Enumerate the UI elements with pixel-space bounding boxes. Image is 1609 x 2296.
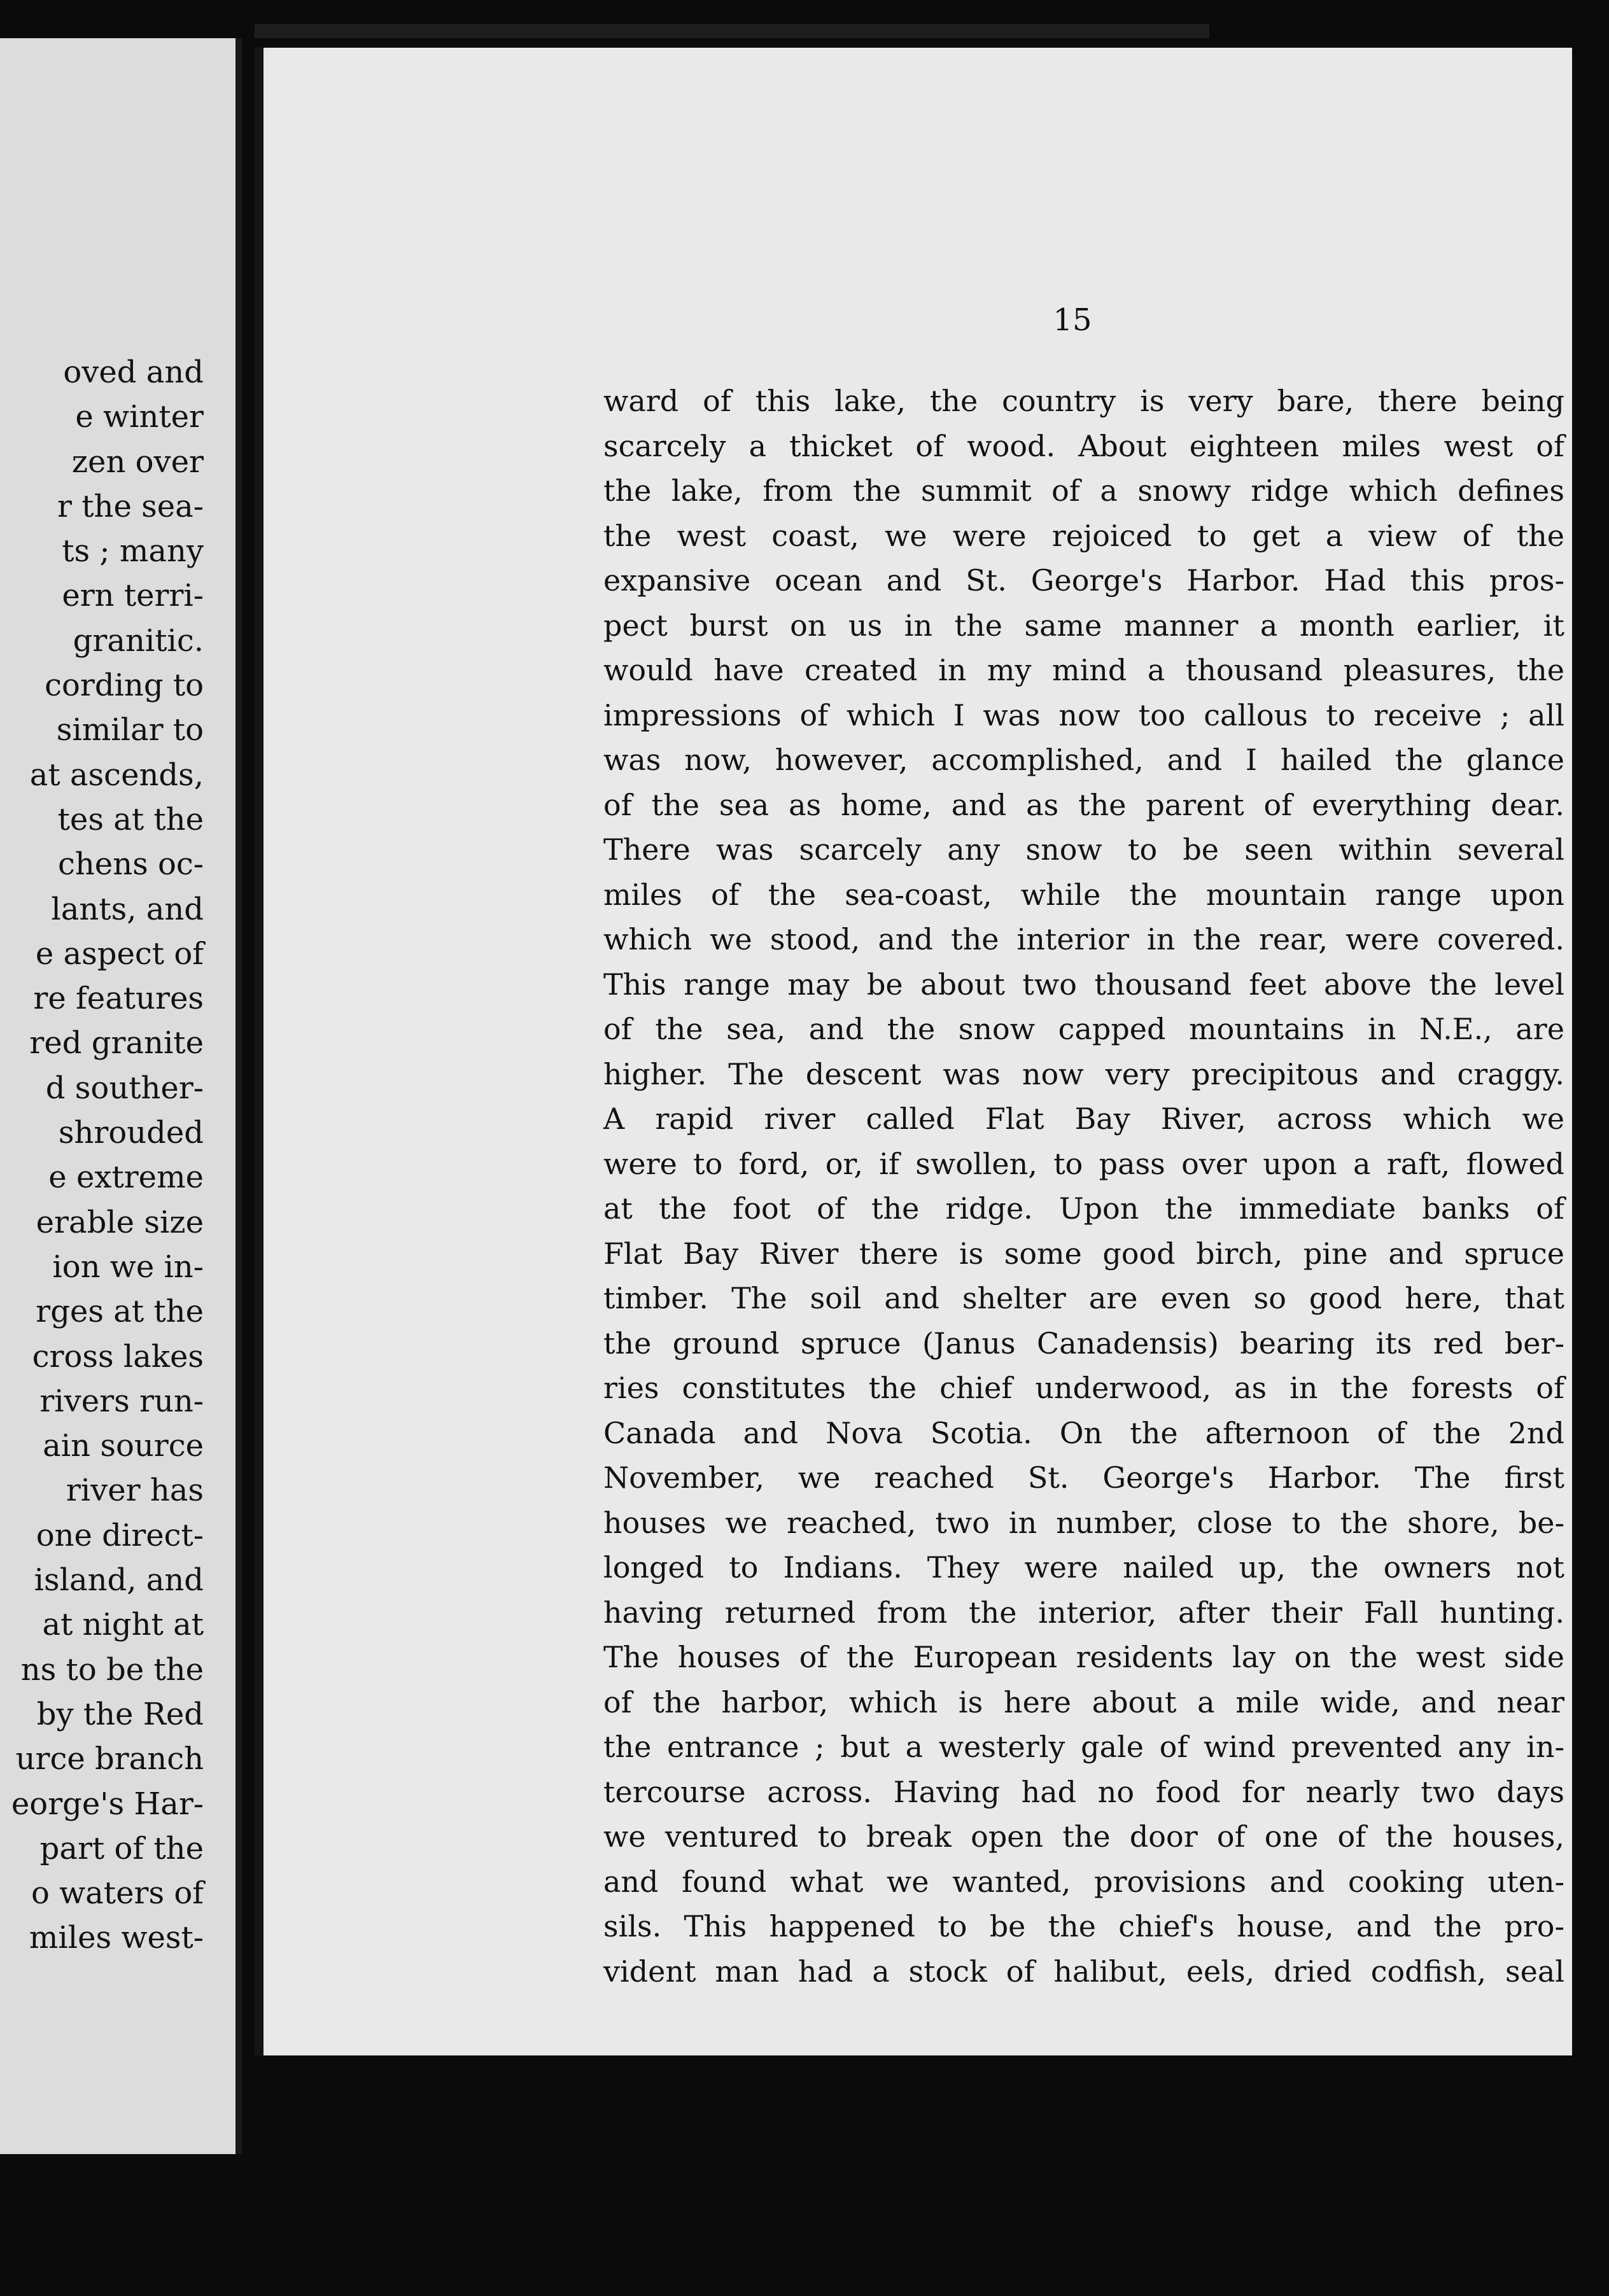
left-text-line: island, and (34, 1562, 204, 1599)
text-line: would have created in my mind a thousand pleasures, the (603, 653, 1564, 687)
left-text-line: ts ; many (62, 533, 204, 570)
left-text-line: at night at (42, 1607, 204, 1643)
left-text-line: by the Red (36, 1696, 204, 1732)
left-text-line: tes at the (57, 801, 204, 837)
left-page-text (0, 350, 204, 1961)
left-text-line: lants, and (51, 891, 204, 927)
left-text-line: d souther- (45, 1070, 204, 1106)
text-line: miles of the sea-coast, while the mountain range upon (603, 877, 1564, 912)
left-text-line: erable size (36, 1204, 204, 1240)
left-text-line: e extreme (48, 1159, 204, 1196)
text-line: having returned from the interior, after their Fall hunting. (603, 1595, 1564, 1630)
left-text-line: ern terri- (62, 578, 204, 614)
text-line: pect burst on us in the same manner a month earlier, it (603, 608, 1564, 643)
text-line: timber. The soil and shelter are even so good here, that (603, 1281, 1564, 1315)
text-line: the ground spruce (Janus Canadensis) bearing its red ber- (603, 1326, 1564, 1361)
text-line: vident man had a stock of halibut, eels, dried codfish, seal (603, 1954, 1564, 1989)
left-text-line: shrouded (58, 1115, 204, 1151)
left-text-line: at ascends, (29, 757, 204, 793)
left-text-line: ns to be the (20, 1651, 204, 1688)
main-page (255, 48, 1572, 2055)
left-text-line: miles west- (29, 1920, 204, 1956)
text-line: and found what we wanted, provisions and cooking uten- (603, 1864, 1564, 1899)
left-text-line: cording to (45, 668, 204, 704)
text-line: higher. The descent was now very precipitous and craggy. (603, 1056, 1564, 1091)
text-line: longed to Indians. They were nailed up, the owners not (603, 1550, 1564, 1585)
left-text-line: oved and (63, 354, 204, 390)
left-text-line: zen over (71, 444, 204, 480)
text-line: scarcely a thicket of wood. About eighteen miles west of (603, 428, 1564, 463)
text-line: of the sea as home, and as the parent of everything dear. (603, 787, 1564, 822)
text-line: of the harbor, which is here about a mile wide, and near (603, 1684, 1564, 1719)
text-line: Flat Bay River there is some good birch, pine and spruce (603, 1236, 1564, 1271)
text-line: of the sea, and the snow capped mountains in N.E., are (603, 1012, 1564, 1046)
page-body-text (603, 379, 1564, 1994)
text-line: This range may be about two thousand feet above the level (603, 967, 1564, 1002)
left-text-line: urce branch (15, 1741, 204, 1777)
text-line: Canada and Nova Scotia. On the afternoon of the 2nd (603, 1415, 1564, 1450)
text-line: houses we reached, two in number, close to the shore, be- (603, 1505, 1564, 1540)
page-number: 15 (1053, 302, 1092, 338)
left-text-line: rivers run- (39, 1383, 204, 1419)
left-text-line: ain source (43, 1428, 204, 1464)
left-text-line: chens oc- (57, 846, 204, 883)
left-text-line: ion we in- (52, 1249, 204, 1285)
left-text-line: re features (33, 981, 204, 1017)
text-line: which we stood, and the interior in the rear, were covered. (603, 922, 1564, 956)
left-text-line: one direct- (36, 1517, 204, 1553)
text-line: the entrance ; but a westerly gale of wind prevented any in- (603, 1730, 1564, 1764)
page-spine-shadow (255, 48, 263, 2055)
left-text-line: similar to (56, 712, 204, 748)
left-text-line: o waters of (31, 1875, 204, 1912)
left-text-line: red granite (29, 1025, 204, 1061)
left-text-line: part of the (39, 1830, 204, 1866)
text-line: There was scarcely any snow to be seen within several (603, 832, 1564, 867)
scan-right-border (1572, 38, 1609, 2296)
text-line: sils. This happened to be the chief's house, and the pro- (603, 1909, 1564, 1943)
text-line: ries constitutes the chief underwood, as in the forests of (603, 1371, 1564, 1405)
text-line: we ventured to break open the door of one of the houses, (603, 1819, 1564, 1854)
text-line: the lake, from the summit of a snowy ridge which defines (603, 473, 1564, 508)
text-line: the west coast, we were rejoiced to get a view of the (603, 518, 1564, 553)
left-text-line: cross lakes (32, 1338, 204, 1375)
text-line: impressions of which I was now too callous to receive ; all (603, 697, 1564, 732)
text-line: A rapid river called Flat Bay River, across which we (603, 1102, 1564, 1136)
text-line: was now, however, accomplished, and I hailed the glance (603, 743, 1564, 777)
left-text-line: e winter (75, 399, 204, 435)
left-page-fragment (0, 38, 242, 2154)
text-line: at the foot of the ridge. Upon the immediate banks of (603, 1191, 1564, 1226)
text-line: were to ford, or, if swollen, to pass over upon a raft, flowed (603, 1146, 1564, 1181)
text-line: tercourse across. Having had no food for nearly two days (603, 1774, 1564, 1809)
scan-edge-artifact (255, 24, 1209, 38)
left-page-gutter (235, 38, 242, 2154)
left-text-line: rges at the (36, 1294, 204, 1330)
text-line: expansive ocean and St. George's Harbor. Had this pros- (603, 563, 1564, 598)
text-line: ward of this lake, the country is very bare, there being (603, 384, 1564, 418)
text-line: November, we reached St. George's Harbor. The first (603, 1460, 1564, 1495)
left-text-line: r the sea- (57, 488, 204, 524)
left-text-line: e aspect of (35, 935, 204, 972)
left-text-line: river has (66, 1473, 204, 1509)
text-line: The houses of the European residents lay on the west side (603, 1640, 1564, 1674)
left-text-line: eorge's Har- (11, 1786, 204, 1822)
left-text-line: granitic. (73, 622, 204, 659)
